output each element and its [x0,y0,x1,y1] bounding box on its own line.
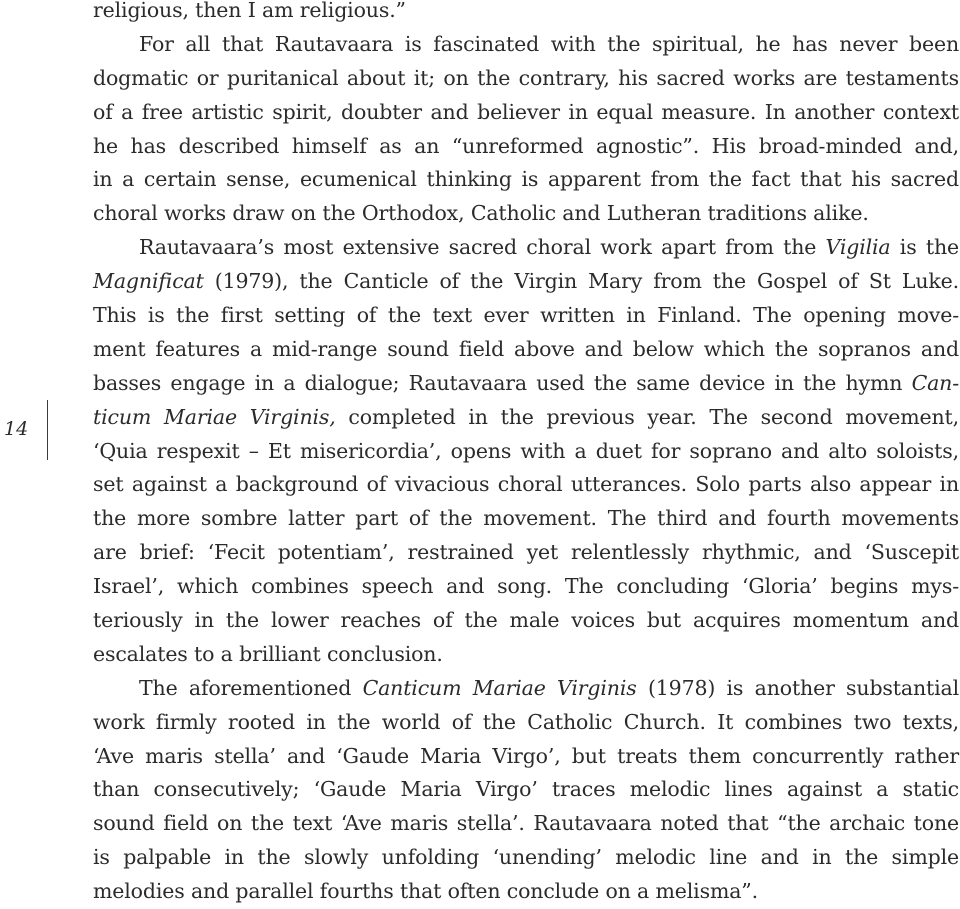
paragraph-continuation [93,0,959,28]
paragraph-canticum [93,672,959,909]
text-line [93,265,959,299]
text-line [93,231,959,265]
text-run: Israel’, which combines speech and song. The concluding ‘Gloria’ begins mys- [93,574,959,599]
text-run: ‘Ave maris stella’ and ‘Gaude Maria Virgo’, but treats them concurrently rather [93,743,959,768]
text-line [93,367,959,401]
text-run: For all that Rautavaara is fascinated with the spiritual, he has never been [139,31,959,56]
text-line [93,706,959,740]
text-line [93,435,959,469]
text-run: teriously in the lower reaches of the male voices but acquires momentum and [93,608,959,633]
text-run: are brief: ‘Fecit potentiam’, restrained yet relentlessly rhythmic, and ‘Suscepit [93,540,959,565]
text-run: religious, then I am religious.” [93,0,406,22]
text-run: he has described himself as an “unreformed agnostic”. His broad-minded and, [93,133,959,158]
text-run: work firmly rooted in the world of the Catholic Church. It combines two texts, [93,709,959,734]
text-run: ‘Quia respexit – Et misericordia’, opens with a duet for soprano and alto soloists, [93,438,959,463]
text-line [93,638,959,672]
text-run: choral works draw on the Orthodox, Catholic and Lutheran traditions alike. [93,201,869,226]
text-line [93,807,959,841]
body-text [93,0,959,909]
text-line [93,197,959,231]
text-line [93,672,959,706]
italic-text: Can- [911,370,959,395]
text-line [93,163,959,197]
text-line [93,773,959,807]
text-run: melodies and parallel fourths that often conclude on a melisma”. [93,879,759,904]
text-run: completed in the previous year. The second movement, [335,404,959,429]
text-run: sound field on the text ‘Ave maris stella’. Rautavaara noted that “the archaic tone [93,811,959,836]
text-run: The aforementioned [139,675,363,700]
text-run: set against a background of vivacious choral utterances. Solo parts also appear in [93,472,959,497]
text-line [93,604,959,638]
text-line [93,570,959,604]
text-run: of a free artistic spirit, doubter and believer in equal measure. In another context [93,99,959,124]
italic-text: ticum Mariae Virginis, [93,404,336,429]
text-run: escalates to a brilliant conclusion. [93,641,443,666]
text-run: (1978) is another substantial [636,675,959,700]
text-line [93,96,959,130]
text-run: in a certain sense, ecumenical thinking is apparent from the fact that his sacred [93,167,959,192]
text-run: the more sombre latter part of the movement. The third and fourth movements [93,506,959,531]
text-line [93,875,959,909]
paragraph-spiritual [93,28,959,231]
text-line [93,28,959,62]
text-run: is the [890,235,959,260]
text-line [93,841,959,875]
text-run: Rautavaara’s most extensive sacred choral work apart from the [139,235,826,260]
page-number: 14 [4,418,29,440]
text-line [93,740,959,774]
text-run: (1979), the Canticle of the Virgin Mary from the Gospel of St Luke. [203,269,959,294]
text-line [93,0,959,28]
text-run: basses engage in a dialogue; Rautavaara used the same device in the hymn [93,370,912,395]
italic-text: Magnificat [93,269,204,294]
text-line [93,333,959,367]
text-line [93,401,959,435]
text-run: ment features a mid-range sound field above and below which the sopranos and [93,336,959,361]
text-line [93,299,959,333]
text-run: This is the first setting of the text ever written in Finland. The opening move- [93,303,959,328]
text-run: dogmatic or puritanical about it; on the contrary, his sacred works are testaments [93,65,959,90]
text-run: is palpable in the slowly unfolding ‘unending’ melodic line and in the simple [93,845,959,870]
text-line [93,130,959,164]
text-line [93,468,959,502]
text-run: than consecutively; ‘Gaude Maria Virgo’ traces melodic lines against a static [93,777,959,802]
text-line [93,62,959,96]
text-line [93,502,959,536]
paragraph-magnificat [93,231,959,672]
text-line [93,536,959,570]
folio-divider [47,400,48,460]
italic-text: Canticum Mariae Virginis [362,675,637,700]
italic-text: Vigilia [825,235,891,260]
